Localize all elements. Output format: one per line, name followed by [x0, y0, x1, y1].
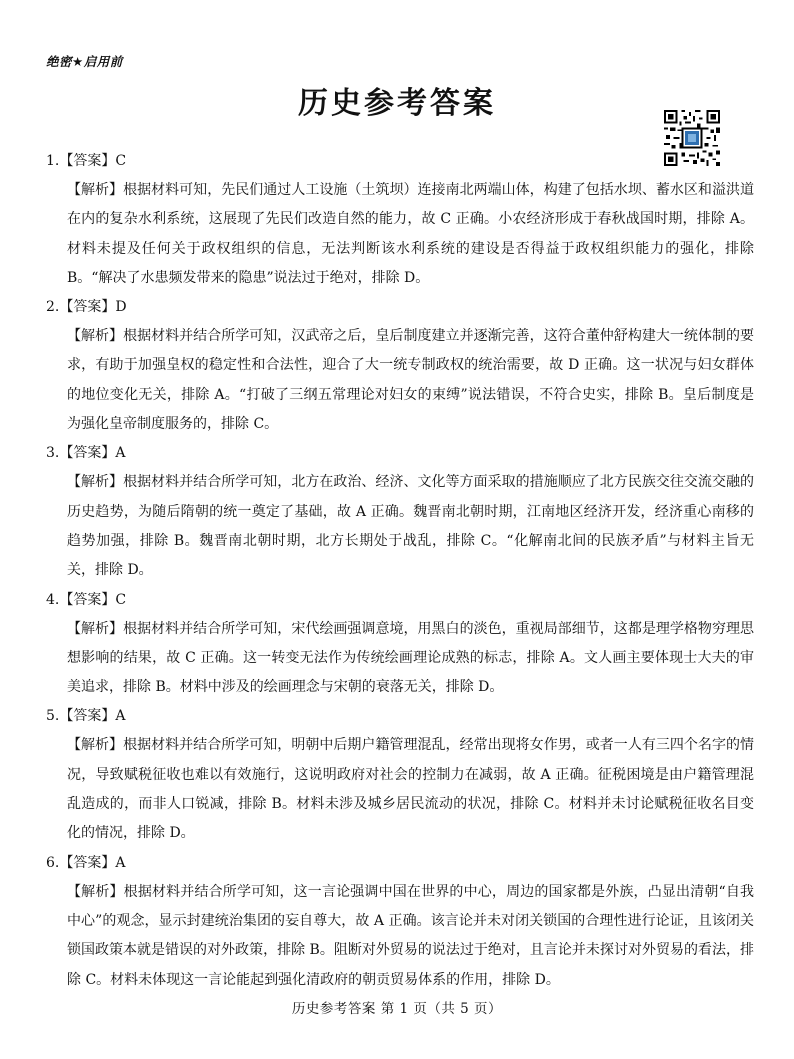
answer-line: 4.【答案】C — [46, 591, 127, 608]
answer-line: 2.【答案】D — [46, 299, 127, 316]
confidential-label: 绝密★启用前 — [46, 54, 123, 69]
page-footer: 历史参考答案 第 1 页（共 5 页） — [291, 1001, 503, 1017]
page-title: 历史参考答案 — [298, 86, 496, 121]
question-6 — [46, 849, 754, 995]
answer-line: 5.【答案】A — [46, 708, 126, 725]
answer-line: 6.【答案】A — [46, 854, 126, 871]
explanation-text: 【解析】根据材料并结合所学可知，宋代绘画强调意境，用黑白的淡色，重视局部细节，这都是理学格物穷理思想影响的结果，故 C 正确。这一转变无法作为传统绘画理论成熟的标志，排除 A。文人画主要体现士大夫的审美追求，排除 B。材料中涉及的绘画理念与宋朝的衰落无关，排除 D。 — [67, 620, 754, 696]
explanation-text: 【解析】根据材料并结合所学可知，汉武帝之后，皇后制度建立并逐渐完善，这符合董仲舒构建大一统体制的要求，有助于加强皇权的稳定性和合法性，迎合了大一统专制政权的统治需要，故 D 正确。这一状况与妇女群体的地位变化无关，排除 A。“打破了三纲五常理论对妇女的束缚”说法错误，不符合史实，排除 B。皇后制度是为强化皇帝制度服务的，排除 C。 — [67, 328, 754, 433]
question-1 — [46, 147, 754, 293]
explanation-text: 【解析】根据材料并结合所学可知，明朝中后期户籍管理混乱，经常出现将女作男，或者一人有三四个名字的情况，导致赋税征收也难以有效施行，这说明政府对社会的控制力在减弱，故 A 正确。征税困境是由户籍管理混乱造成的，而非人口锐减，排除 B。材料未涉及城乡居民流动的状况，排除 C。材料并未讨论赋税征收名目变化的情况，排除 D。 — [67, 737, 754, 842]
question-5 — [46, 702, 754, 848]
answer-list — [46, 147, 754, 995]
question-2 — [46, 293, 754, 439]
answer-line: 1.【答案】C — [46, 153, 127, 169]
explanation-text: 【解析】根据材料可知，先民们通过人工设施（土筑坝）连接南北两端山体，构建了包括水坝、蓄水区和溢洪道在内的复杂水利系统，这展现了先民们改造自然的能力，故 C 正确。小农经济形成于春秋战国时期，排除 A。材料未提及任何关于政权组织的信息，无法判断该水利系统的建设是否得益于政权组织能力的强化，排除 B。“解决了水患频发带来的隐患”说法过于绝对，排除 D。 — [67, 182, 754, 286]
question-4 — [46, 586, 754, 703]
question-3 — [46, 439, 754, 585]
explanation-text: 【解析】根据材料并结合所学可知，这一言论强调中国在世界的中心，周边的国家都是外族，凸显出清朝“自我中心”的观念，显示封建统治集团的妄自尊大，故 A 正确。该言论并未对闭关锁国的合理性进行论证，且该闭关锁国政策本就是错误的对外政策，排除 B。阻断对外贸易的说法过于绝对，且言论并未探讨对外贸易的看法，排除 C。材料未体现这一言论能起到强化清政府的朝贡贸易体系的作用，排除 D。 — [67, 883, 754, 988]
answer-line: 3.【答案】A — [46, 445, 126, 462]
explanation-text: 【解析】根据材料并结合所学可知，北方在政治、经济、文化等方面采取的措施顺应了北方民族交往交流交融的历史趋势，为随后隋朝的统一奠定了基础，故 A 正确。魏晋南北朝时期，江南地区经济开发，经济重心南移的趋势加强，排除 B。魏晋南北朝时期，北方长期处于战乱，排除 C。“化解南北间的民族矛盾”与材料主旨无关，排除 D。 — [67, 474, 754, 579]
